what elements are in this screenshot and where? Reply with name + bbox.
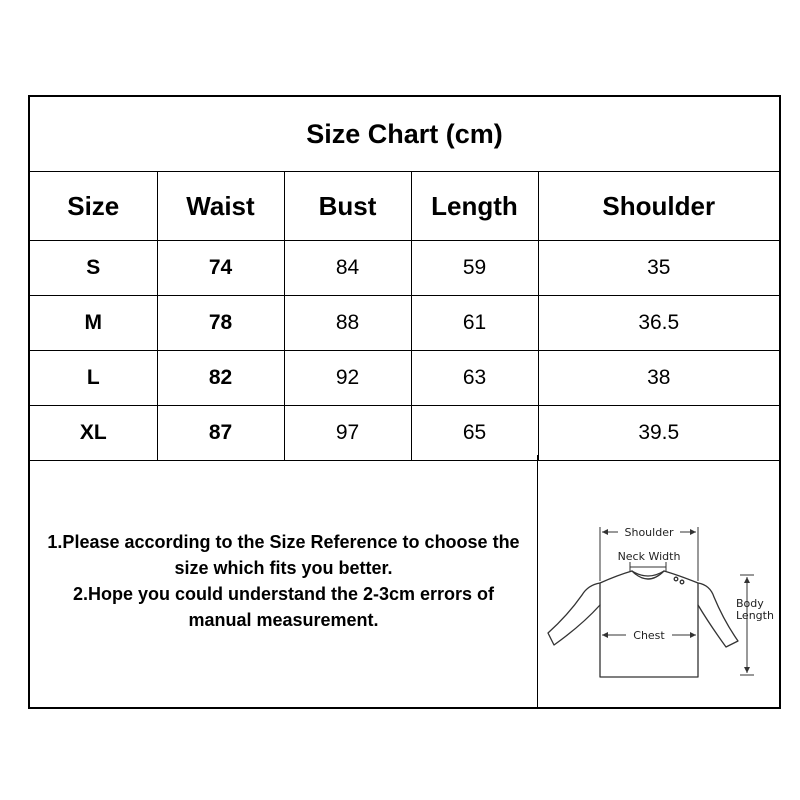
table-row (30, 241, 779, 296)
cell-length: 65 (411, 406, 538, 461)
body-length-label-1: Body (736, 597, 764, 610)
cell-size: S (30, 241, 157, 296)
cell-shoulder: 35 (538, 241, 779, 296)
title-row (30, 97, 779, 172)
cell-shoulder: 36.5 (538, 296, 779, 351)
cell-waist: 74 (157, 241, 284, 296)
header-size: Size (30, 172, 157, 241)
cell-size: M (30, 296, 157, 351)
cell-waist: 87 (157, 406, 284, 461)
table-row (30, 406, 779, 461)
body-length-label-2: Length (736, 609, 774, 622)
header-length: Length (411, 172, 538, 241)
cell-bust: 84 (284, 241, 411, 296)
measurement-diagram (538, 455, 779, 707)
cell-length: 61 (411, 296, 538, 351)
cell-bust: 88 (284, 296, 411, 351)
shoulder-label: Shoulder (624, 526, 674, 539)
cell-bust: 92 (284, 351, 411, 406)
cell-length: 59 (411, 241, 538, 296)
cell-waist: 82 (157, 351, 284, 406)
table-row (30, 351, 779, 406)
cell-shoulder: 38 (538, 351, 779, 406)
header-waist: Waist (157, 172, 284, 241)
sweater-diagram-icon (538, 455, 779, 707)
cell-length: 63 (411, 351, 538, 406)
notes-cell (30, 455, 538, 707)
header-bust: Bust (284, 172, 411, 241)
header-row (30, 172, 779, 241)
table-row (30, 296, 779, 351)
cell-size: XL (30, 406, 157, 461)
cell-bust: 97 (284, 406, 411, 461)
note-1: 1.Please according to the Size Reference to choose the size which fits you better. (47, 532, 520, 578)
header-shoulder: Shoulder (538, 172, 779, 241)
cell-waist: 78 (157, 296, 284, 351)
note-2: 2.Hope you could understand the 2-3cm errors of manual measurement. (72, 584, 495, 630)
chest-label: Chest (633, 629, 665, 642)
size-chart-frame (28, 95, 781, 709)
neck-width-label: Neck Width (617, 550, 681, 563)
cell-size: L (30, 351, 157, 406)
chart-title: Size Chart (cm) (306, 118, 503, 149)
cell-shoulder: 39.5 (538, 406, 779, 461)
size-table (30, 172, 779, 461)
